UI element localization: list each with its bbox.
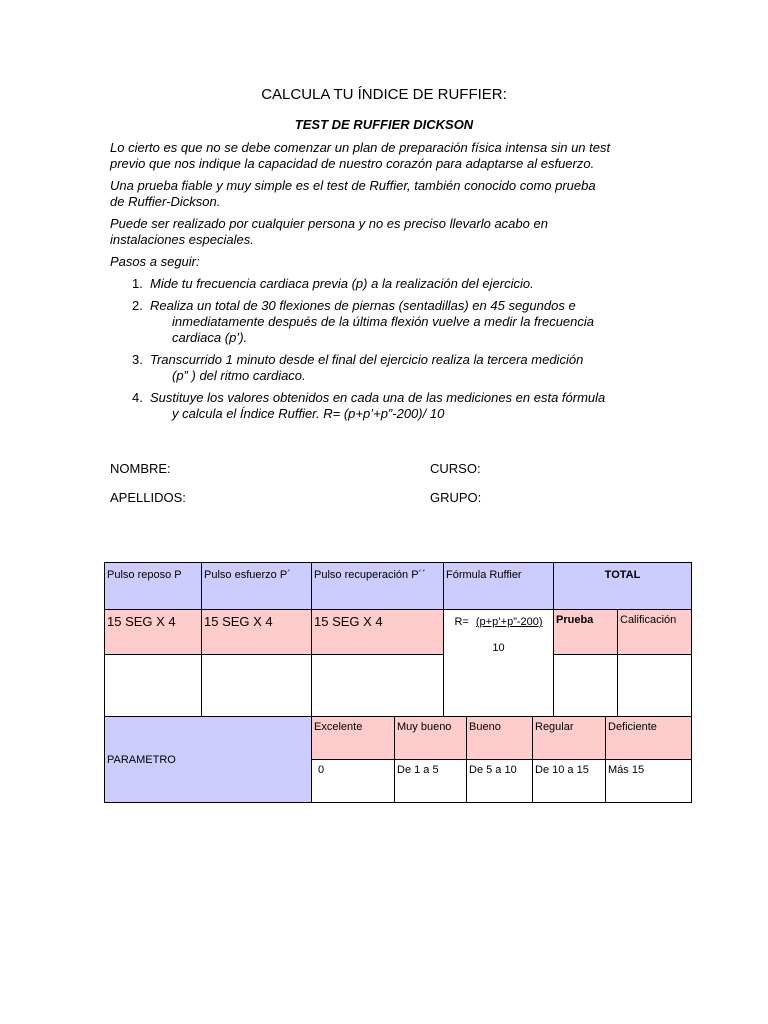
input-prueba[interactable] (554, 655, 618, 726)
step-text: Transcurrido 1 minuto desde el final del ejercicio realiza la tercera medición (150, 352, 584, 367)
input-calificacion[interactable] (618, 655, 692, 726)
step-number: 2. (132, 298, 143, 313)
step-number: 3. (132, 352, 143, 367)
step-text: cardiaca (p’). (172, 330, 248, 345)
prueba-header: Prueba (554, 610, 618, 655)
input-esfuerzo[interactable] (202, 655, 312, 726)
category-excelente: Excelente (312, 717, 395, 760)
paragraph-line: Una prueba fiable y muy simple es el test de Ruffier, también conocido como prueba (110, 178, 596, 193)
seg-reposo: 15 SEG X 4 (105, 610, 202, 655)
steps-heading: Pasos a seguir: (110, 254, 200, 269)
step-item (110, 352, 690, 384)
header-pulso-esfuerzo: Pulso esfuerzo P´ (202, 563, 312, 610)
calificacion-header: Calificación (618, 610, 692, 655)
step-item (110, 298, 690, 346)
category-muy-bueno: Muy bueno (395, 717, 467, 760)
range-regular: De 10 a 15 (533, 760, 606, 803)
step-item (110, 276, 690, 292)
grupo-label: GRUPO: (430, 490, 482, 505)
ruffier-table (104, 562, 692, 726)
input-recuperacion[interactable] (312, 655, 444, 726)
steps-list (110, 276, 690, 422)
parameter-label: PARAMETRO (105, 717, 312, 803)
category-bueno: Bueno (467, 717, 533, 760)
step-text: inmediatamente después de la última flexión vuelve a medir la frecuencia (172, 314, 595, 329)
step-number: 4. (132, 390, 143, 405)
header-pulso-reposo: Pulso reposo P (105, 563, 202, 610)
paragraph-line: Lo cierto es que no se debe comenzar un plan de preparación física intensa sin un test (110, 140, 611, 155)
step-text: y calcula el Índice Ruffier. R= (p+p’+p”-200)/ 10 (172, 406, 445, 421)
seg-recuperacion: 15 SEG X 4 (312, 610, 444, 655)
formula-cell (444, 610, 554, 726)
apellidos-label: APELLIDOS: (110, 490, 186, 505)
formula-denominator: 10 (492, 642, 505, 654)
intro-paragraph (110, 140, 670, 172)
range-deficiente: Más 15 (606, 760, 692, 803)
formula-prefix: R= (454, 616, 469, 628)
page-subtitle: TEST DE RUFFIER DICKSON (294, 117, 474, 132)
step-text: Sustituye los valores obtenidos en cada una de las mediciones en esta fórmula (150, 390, 606, 405)
parameter-table (104, 716, 692, 803)
paragraph-line: Puede ser realizado por cualquier persona y no es preciso llevarlo acabo en (110, 216, 548, 231)
nombre-label: NOMBRE: (110, 461, 171, 476)
requirements-paragraph (110, 216, 670, 248)
header-total: TOTAL (554, 563, 692, 610)
step-item (110, 390, 690, 422)
input-reposo[interactable] (105, 655, 202, 726)
header-formula: Fórmula Ruffier (444, 563, 554, 610)
seg-esfuerzo: 15 SEG X 4 (202, 610, 312, 655)
ruffier-paragraph (110, 178, 670, 210)
curso-label: CURSO: (430, 461, 481, 476)
range-muy-bueno: De 1 a 5 (395, 760, 467, 803)
step-number: 1. (132, 276, 143, 291)
paragraph-line: de Ruffier-Dickson. (110, 194, 221, 209)
category-deficiente: Deficiente (606, 717, 692, 760)
category-regular: Regular (533, 717, 606, 760)
step-text: Realiza un total de 30 flexiones de piernas (sentadillas) en 45 segundos e (150, 298, 576, 313)
step-text: Mide tu frecuencia cardiaca previa (p) a la realización del ejercicio. (150, 276, 534, 291)
range-bueno: De 5 a 10 (467, 760, 533, 803)
range-excelente: 0 (312, 760, 395, 803)
step-text: (p” ) del ritmo cardiaco. (172, 368, 306, 383)
paragraph-line: instalaciones especiales. (110, 232, 254, 247)
page-title: CALCULA TU ÍNDICE DE RUFFIER: (261, 86, 507, 103)
formula-numerator: (p+p’+p”-200) (475, 616, 543, 628)
paragraph-line: previo que nos indique la capacidad de nuestro corazón para adaptarse al esfuerzo. (110, 156, 595, 171)
header-pulso-recuperacion: Pulso recuperación P´´ (312, 563, 444, 610)
